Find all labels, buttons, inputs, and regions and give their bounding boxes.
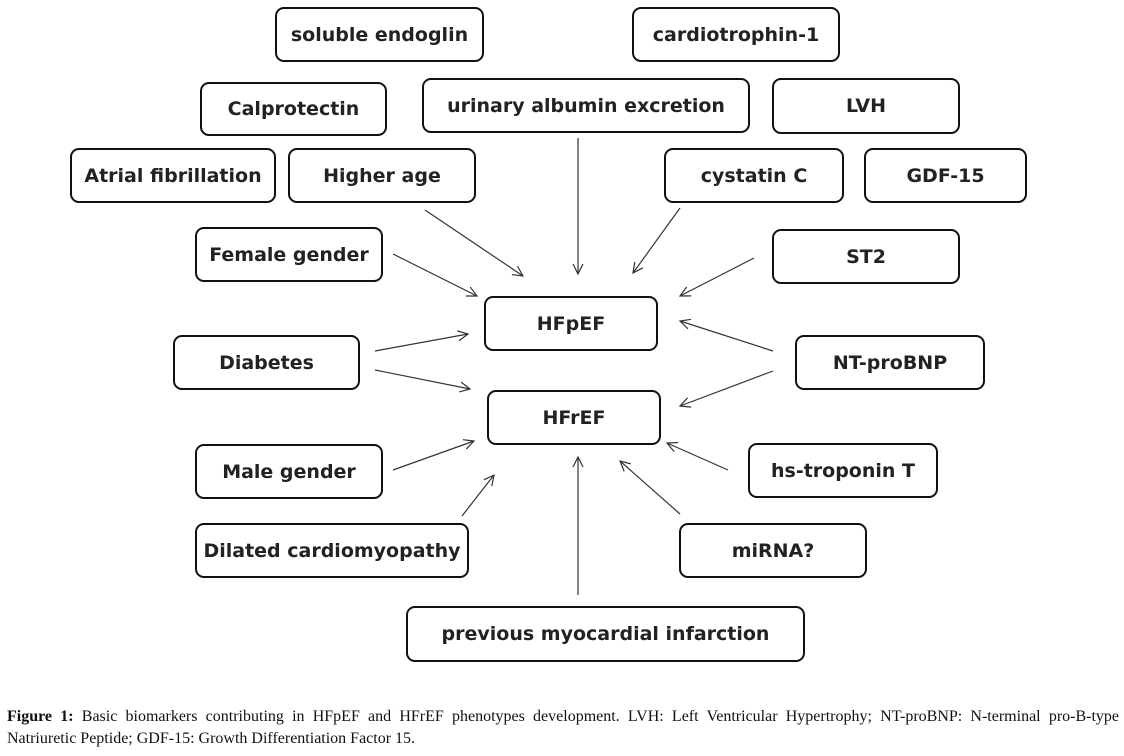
node-previous-myocardial-infarction: previous myocardial infarction [406, 606, 805, 662]
caption-text: Basic biomarkers contributing in HFpEF and HFrEF phenotypes development. LVH: Left Ventricular Hypertrophy; NT-proBNP: N-terminal pro-B-type Natriuretic Peptide; GDF-15: Growth Differentiation Factor 15. [7, 708, 1120, 747]
node-cystatin-c: cystatin C [664, 148, 844, 203]
node-atrial-fibrillation: Atrial fibrillation [70, 148, 276, 203]
node-male-gender: Male gender [195, 444, 383, 499]
arrow-mirna-to-hfref [620, 461, 680, 514]
node-calprotectin: Calprotectin [200, 82, 387, 136]
arrow-male-gender-to-hfref [393, 441, 474, 470]
node-urinary-albumin-excretion: urinary albumin excretion [422, 78, 750, 133]
node-cardiotrophin-1: cardiotrophin-1 [632, 7, 840, 62]
node-hfref: HFrEF [487, 390, 661, 445]
arrow-higher-age-to-hfpef [425, 210, 523, 276]
arrow-ntprobnp-to-hfref [680, 371, 773, 406]
node-mirna: miRNA? [679, 523, 867, 578]
node-lvh: LVH [772, 78, 960, 134]
arrow-diabetes-to-hfpef [375, 334, 468, 351]
arrow-cystatin-to-hfpef [633, 208, 680, 273]
figure-caption [7, 706, 1119, 750]
arrow-hs-troponin-to-hfref [667, 443, 728, 470]
node-soluble-endoglin: soluble endoglin [275, 7, 484, 62]
arrow-female-gender-to-hfpef [393, 254, 477, 296]
node-st2: ST2 [772, 229, 960, 284]
arrow-ntprobnp-to-hfpef [680, 321, 773, 351]
arrow-st2-to-hfpef [680, 258, 754, 296]
node-nt-probnp: NT-proBNP [795, 335, 985, 390]
node-gdf-15: GDF-15 [864, 148, 1027, 203]
node-diabetes: Diabetes [173, 335, 360, 390]
node-higher-age: Higher age [288, 148, 476, 203]
node-dilated-cardiomyopathy: Dilated cardiomyopathy [195, 523, 469, 578]
arrow-dilated-cardiomyopathy-to-hfref [462, 475, 494, 516]
arrow-diabetes-to-hfref [375, 370, 470, 389]
caption-label: Figure 1: [7, 708, 74, 725]
node-female-gender: Female gender [195, 227, 383, 282]
node-hs-troponin-t: hs-troponin T [748, 443, 938, 498]
node-hfpef: HFpEF [484, 296, 658, 351]
